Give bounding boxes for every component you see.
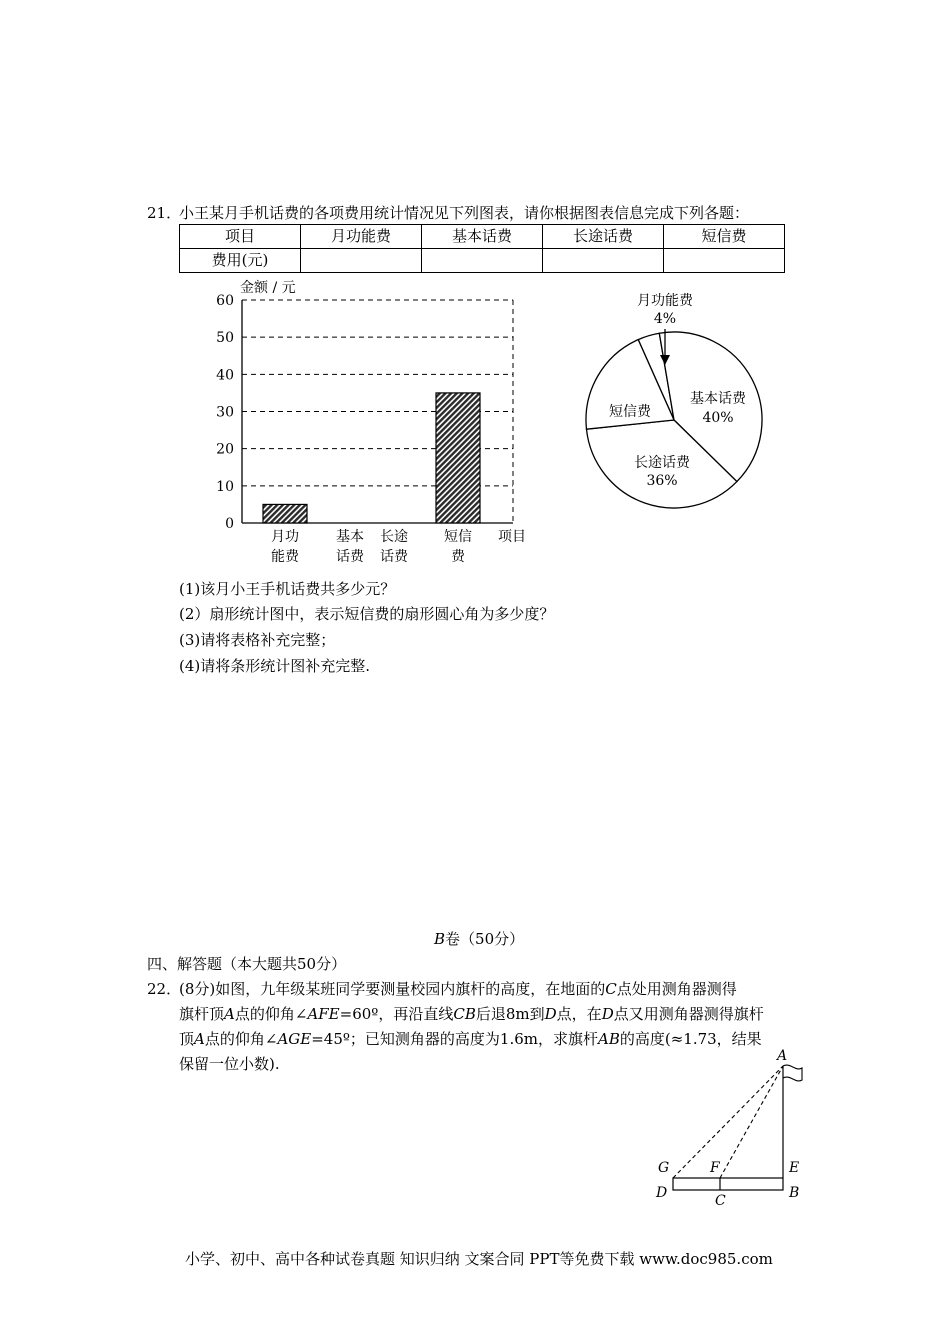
text-run: AFE (307, 1005, 340, 1023)
q21-question-1: (1)该月小王手机话费共多少元？ (179, 580, 396, 598)
table-header-cell: 月功能费 (301, 225, 422, 249)
text-run: A (194, 1030, 205, 1048)
x-tick-label: 话费 (336, 549, 364, 565)
bar (436, 393, 480, 523)
x-tick-label: 短信 (444, 529, 472, 545)
flagpole-figure (650, 1040, 810, 1210)
q22-line-1 (179, 978, 737, 999)
y-tick-label: 20 (216, 441, 234, 458)
table-header-cell: 长途话费 (543, 225, 664, 249)
q22-number: 22． (147, 980, 182, 998)
table-row (180, 249, 785, 273)
x-tick-label: 能费 (271, 549, 299, 565)
y-tick-label: 50 (216, 330, 234, 347)
bar (263, 504, 307, 523)
text-run: CB (453, 1005, 476, 1023)
y-axis-label: 金额 / 元 (240, 280, 296, 296)
y-tick-label: 0 (225, 516, 234, 532)
q22-line-2 (179, 1003, 764, 1024)
label-e: E (789, 1160, 800, 1176)
flag-shape (783, 1065, 802, 1081)
bar-chart (200, 275, 560, 575)
page-footer: 小学、初中、高中各种试卷真题 知识归纳 文案合同 PPT等免费下载 www.doc985.com (185, 1250, 773, 1268)
pie-label-name: 长途话费 (634, 455, 690, 471)
text-run: 后退8m到 (475, 1005, 545, 1023)
x-tick-label: 话费 (380, 549, 408, 565)
label-b: B (789, 1185, 800, 1201)
text-run: 点的仰角∠ (204, 1030, 278, 1048)
q21-stem: 小王某月手机话费的各项费用统计情况见下列图表，请你根据图表信息完成下列各题： (179, 204, 750, 222)
section-b-suffix: 卷（50分） (445, 930, 525, 948)
y-tick-label: 10 (216, 478, 234, 495)
x-axis-label: 项目 (498, 529, 526, 545)
x-tick-label: 长途 (380, 529, 408, 545)
fee-table (179, 224, 785, 273)
q21-question-2: (2）扇形统计图中，表示短信费的扇形圆心角为多少度？ (179, 605, 555, 623)
label-c: C (715, 1193, 726, 1209)
sight-line-fa (720, 1066, 783, 1178)
q21-number: 21． (147, 204, 182, 222)
x-tick-label: 月功 (271, 529, 299, 545)
text-run: D (544, 1005, 557, 1023)
table-row (180, 225, 785, 249)
text-run: 点处用测角器测得 (616, 980, 737, 998)
table-row-label: 费用(元) (180, 249, 301, 273)
text-run: (8分)如图，九年级某班同学要测量校园内旗杆的高度，在地面的 (179, 980, 606, 998)
q22-line-4: 保留一位小数). (179, 1055, 280, 1073)
text-run: D (601, 1005, 614, 1023)
text-run: AGE (277, 1030, 312, 1048)
y-tick-label: 60 (216, 293, 234, 309)
x-tick-label: 基本 (336, 529, 364, 545)
pie-label-percent: 4% (653, 311, 677, 327)
text-run: A (224, 1005, 235, 1023)
pie-chart (580, 285, 780, 515)
table-empty-cell (422, 249, 543, 273)
text-run: C (605, 980, 617, 998)
text-run: 点又用测角器测得旗杆 (613, 1005, 764, 1023)
section-b-title (434, 928, 524, 949)
q21-question-3: (3)请将表格补充完整； (179, 631, 336, 649)
text-run: 的高度(≈1.73，结果 (619, 1030, 762, 1048)
pie-label-name: 基本话费 (690, 391, 746, 407)
section-b-letter: B (434, 930, 446, 948)
text-run: 点，在 (556, 1005, 602, 1023)
text-run: 顶 (179, 1030, 195, 1048)
x-tick-label: 费 (451, 549, 465, 565)
label-d: D (656, 1185, 668, 1201)
label-a: A (777, 1048, 788, 1064)
table-header-cell: 基本话费 (422, 225, 543, 249)
label-f: F (710, 1160, 720, 1176)
text-run: 点的仰角∠ (234, 1005, 308, 1023)
measuring-instrument-rect (673, 1178, 783, 1190)
text-run: =45º；已知测角器的高度为1.6m，求旗杆 (311, 1030, 598, 1048)
pie-label-percent: 36% (646, 473, 678, 489)
text-run: =60º，再沿直线 (339, 1005, 454, 1023)
table-empty-cell (664, 249, 785, 273)
sight-line-ga (673, 1066, 783, 1178)
text-run: AB (598, 1030, 620, 1048)
q21-question-4: (4)请将条形统计图补充完整. (179, 657, 371, 675)
pie-label-name: 月功能费 (637, 293, 693, 309)
pie-label-name: 短信费 (609, 404, 651, 420)
table-empty-cell (301, 249, 422, 273)
table-header-cell: 项目 (180, 225, 301, 249)
text-run: 旗杆顶 (179, 1005, 225, 1023)
pie-label-percent: 40% (702, 410, 734, 426)
table-empty-cell (543, 249, 664, 273)
y-tick-label: 40 (216, 367, 234, 384)
y-tick-label: 30 (216, 404, 234, 421)
table-header-cell: 短信费 (664, 225, 785, 249)
label-g: G (658, 1160, 670, 1176)
part-four-heading: 四、解答题（本大题共50分） (147, 955, 347, 973)
